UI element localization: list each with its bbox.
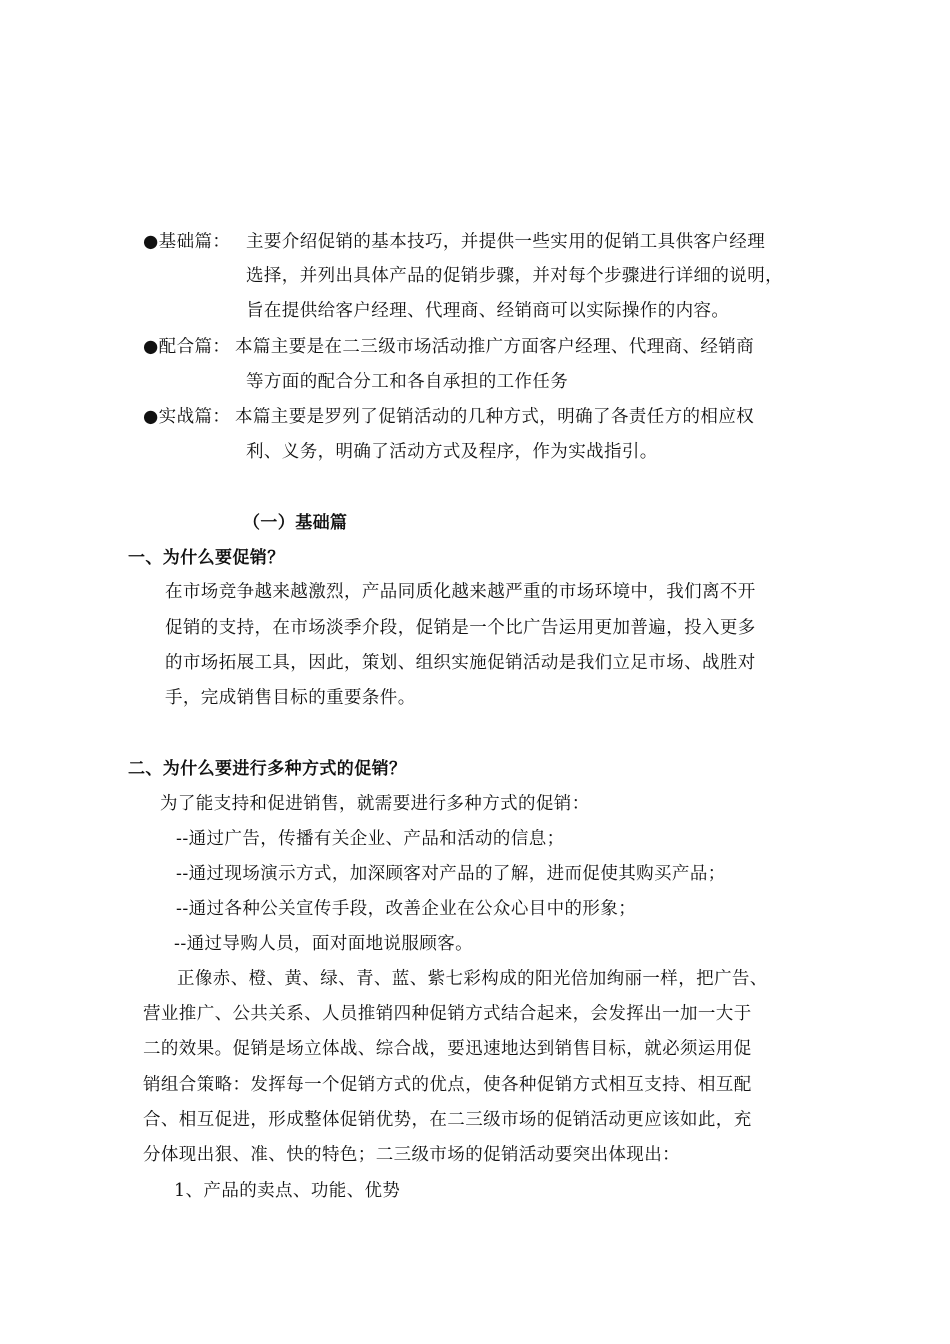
numbered-item: 1、产品的卖点、功能、优势 [174,1181,401,1201]
list-item: --通过广告，传播有关企业、产品和活动的信息； [176,829,565,849]
list-item: --通过各种公关宣传手段，改善企业在公众心目中的形象； [176,899,637,919]
intro-text-line: 本篇主要是在二三级市场活动推广方面客户经理、代理商、经销商 [235,337,755,357]
intro-text-line: 旨在提供给客户经理、代理商、经销商可以实际操作的内容。 [246,301,730,321]
list-item: --通过现场演示方式，加深顾客对产品的了解，进而促使其购买产品； [176,864,726,884]
intro-label-basic: ●基础篇： [143,232,231,252]
intro-text-line: 选择，并列出具体产品的促销步骤，并对每个步骤进行详细的说明， [246,266,783,286]
intro-label-practice: ●实战篇： [143,407,231,427]
paragraph-line: 在市场竞争越来越激烈，产品同质化越来越严重的市场环境中，我们离不开 [165,582,756,602]
question-2-heading: 二、为什么要进行多种方式的促销？ [128,759,407,779]
paragraph-line: 营业推广、公共关系、人员推销四种促销方式结合起来，会发挥出一加一大于 [143,1004,752,1024]
section-title: （一）基础篇 [243,513,348,533]
paragraph-line: 二的效果。促销是场立体战、综合战，要迅速地达到销售目标，就必须运用促 [143,1039,752,1059]
paragraph-line: 销组合策略：发挥每一个促销方式的优点，使各种促销方式相互支持、相互配 [143,1075,752,1095]
paragraph-line: 手，完成销售目标的重要条件。 [165,688,416,708]
intro-text-line: 利、义务，明确了活动方式及程序，作为实战指引。 [246,442,658,462]
intro-text-line: 本篇主要是罗列了促销活动的几种方式，明确了各责任方的相应权 [235,407,755,427]
intro-label-coop: ●配合篇： [143,337,231,357]
intro-text-line: 主要介绍促销的基本技巧，并提供一些实用的促销工具供客户经理 [246,232,766,252]
paragraph-line: 分体现出狠、准、快的特色；二三级市场的促销活动要突出体现出： [143,1145,680,1165]
paragraph-line: 为了能支持和促进销售，就需要进行多种方式的促销： [160,794,590,814]
paragraph-line: 促销的支持，在市场淡季介段，促销是一个比广告运用更加普遍，投入更多 [165,618,756,638]
paragraph-line: 合、相互促进，形成整体促销优势，在二三级市场的促销活动更应该如此，充 [143,1110,752,1130]
list-item: --通过导购人员，面对面地说服顾客。 [174,934,474,954]
paragraph-line: 正像赤、橙、黄、绿、青、蓝、紫七彩构成的阳光倍加绚丽一样，把广告、 [177,969,768,989]
question-1-heading: 一、为什么要促销？ [128,548,285,568]
intro-text-line: 等方面的配合分工和各自承担的工作任务 [246,372,569,392]
paragraph-line: 的市场拓展工具，因此，策划、组织实施促销活动是我们立足市场、战胜对 [165,653,756,673]
